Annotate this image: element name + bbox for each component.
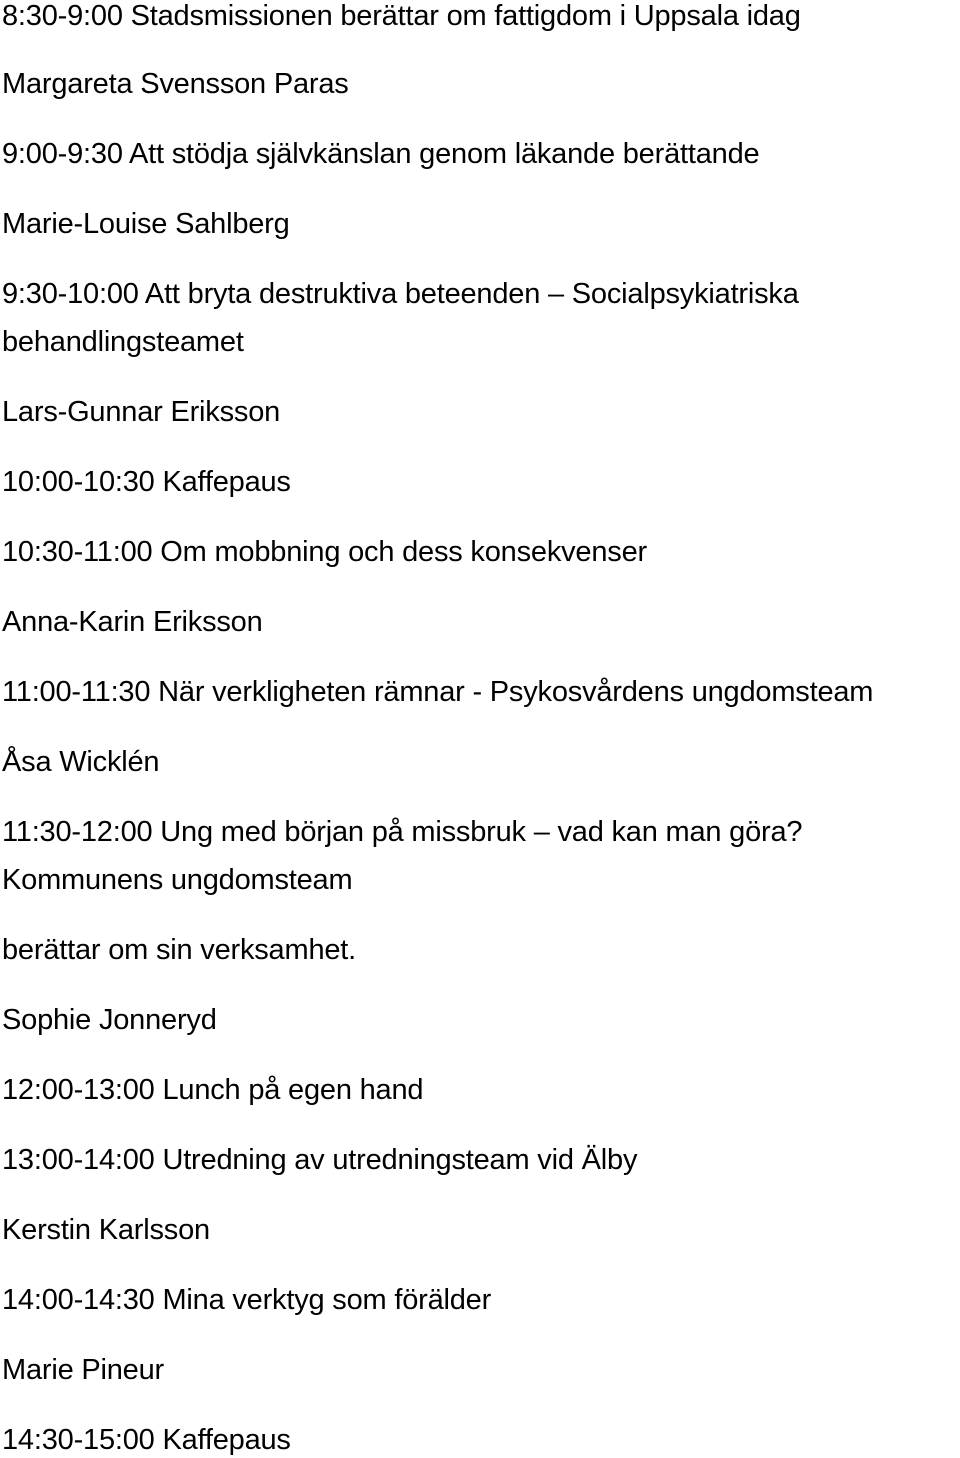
- schedule-item-time-title: 9:00-9:30 Att stödja självkänslan genom läkande berättande: [2, 138, 760, 170]
- schedule-item-speaker: Kerstin Karlsson: [2, 1214, 210, 1246]
- schedule-item-speaker: Åsa Wicklén: [2, 746, 160, 778]
- schedule-item-speaker: Anna-Karin Eriksson: [2, 606, 263, 638]
- schedule-item-time-title: 9:30-10:00 Att bryta destruktiva beteenden – Socialpsykiatriska: [2, 278, 799, 310]
- schedule-item-title-continuation: berättar om sin verksamhet.: [2, 934, 357, 966]
- schedule-item-time-title: 10:30-11:00 Om mobbning och dess konsekvenser: [2, 536, 647, 568]
- schedule-item-title-continuation: Kommunens ungdomsteam: [2, 864, 353, 896]
- schedule-item-speaker: Lars-Gunnar Eriksson: [2, 396, 281, 428]
- schedule-item-speaker: Sophie Jonneryd: [2, 1004, 217, 1036]
- schedule-item-break: 14:30-15:00 Kaffepaus: [2, 1424, 291, 1456]
- schedule-item-break: 10:00-10:30 Kaffepaus: [2, 466, 291, 498]
- schedule-item-speaker: Marie Pineur: [2, 1354, 164, 1386]
- schedule-item-break: 12:00-13:00 Lunch på egen hand: [2, 1074, 424, 1106]
- schedule-item-speaker: Marie-Louise Sahlberg: [2, 208, 290, 240]
- schedule-item-time-title: 14:00-14:30 Mina verktyg som förälder: [2, 1284, 492, 1316]
- schedule-item-title-continuation: behandlingsteamet: [2, 326, 244, 358]
- schedule-item-time-title: 8:30-9:00 Stadsmissionen berättar om fattigdom i Uppsala idag: [2, 0, 801, 32]
- schedule-item-time-title: 11:00-11:30 När verkligheten rämnar - Psykosvårdens ungdomsteam: [2, 676, 874, 708]
- schedule-item-speaker: Margareta Svensson Paras: [2, 68, 349, 100]
- schedule-item-time-title: 11:30-12:00 Ung med början på missbruk – vad kan man göra?: [2, 816, 803, 848]
- schedule-item-time-title: 13:00-14:00 Utredning av utredningsteam vid Älby: [2, 1144, 638, 1176]
